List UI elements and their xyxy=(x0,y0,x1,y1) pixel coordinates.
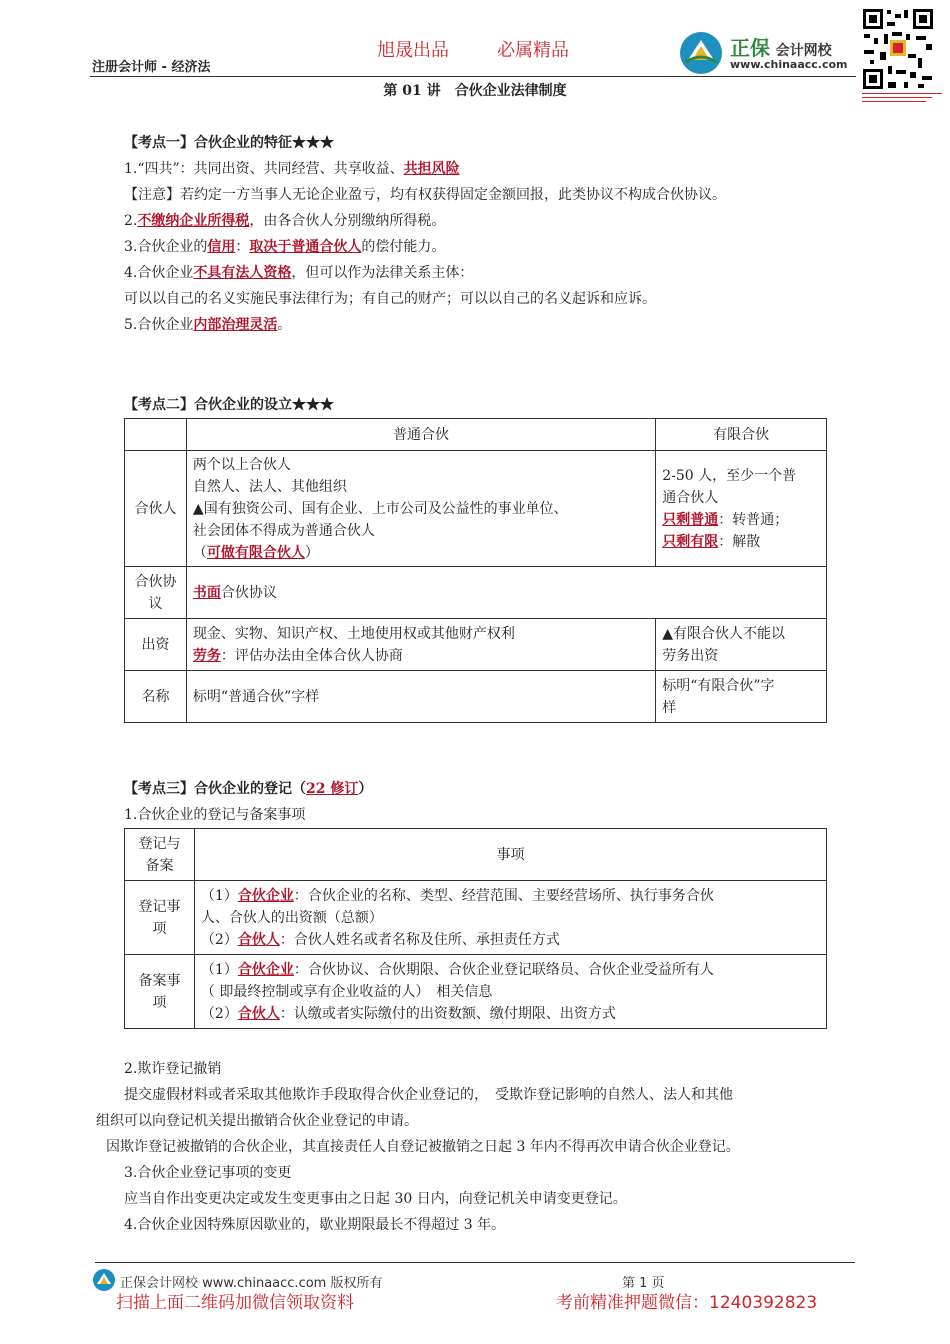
cell-line xyxy=(193,542,649,564)
cell-text: ：解散 xyxy=(718,533,761,550)
registration-items-cell xyxy=(194,881,826,955)
contribution-general-cell xyxy=(186,619,655,671)
row-label-registration xyxy=(125,881,195,955)
filing-items-cell xyxy=(194,955,826,1029)
cell-line xyxy=(201,959,820,981)
paren-open: （ xyxy=(192,544,207,561)
logo-url: www.chinaacc.com xyxy=(730,58,848,71)
cell-text: ：合伙协议、合伙期限、合伙企业登记联络员、合伙企业受益所有人 xyxy=(293,961,714,978)
label-line: 合伙协 xyxy=(134,573,177,590)
s3-para-2b: 组织可以向登记机关提出撤销合伙企业登记的申请。 xyxy=(96,1113,418,1129)
label-line: 登记与 xyxy=(138,835,181,852)
cell-highlight: 合伙人 xyxy=(237,1005,280,1022)
cell-highlight: 只剩普通 xyxy=(662,511,719,528)
footer-promo-right: 考前精准押题微信：1240392823 xyxy=(556,1293,818,1313)
cell-text: ：认缴或者实际缴付的出资数额、缴付期限、出资方式 xyxy=(279,1005,616,1022)
cell-text: ：合伙企业的名称、类型、经营范围、主要经营场所、执行事务合伙 xyxy=(293,887,714,904)
s3-para-3-title: 3.合伙企业登记事项的变更 xyxy=(124,1165,292,1181)
cell-highlight: 合伙企业 xyxy=(237,961,294,978)
registration-table xyxy=(124,828,827,1029)
header-limited: 有限合伙 xyxy=(656,419,827,451)
table-row xyxy=(125,955,827,1029)
footer-logo-icon xyxy=(92,1268,116,1292)
name-limited-cell xyxy=(656,671,827,723)
s1-l1-highlight: 共担风险 xyxy=(403,161,460,177)
row-label-agreement xyxy=(125,567,187,619)
s1-l5-highlight: 不具有法人资格 xyxy=(193,265,292,281)
s1-line-2 xyxy=(124,208,445,234)
s3-title-highlight: 22 修订 xyxy=(306,781,359,797)
table-header-row xyxy=(125,829,827,881)
paren-close: ） xyxy=(304,544,319,561)
header-general: 普通合伙 xyxy=(186,419,655,451)
cell-text: ：转普通； xyxy=(718,511,789,528)
s1-l4-tail: 的偿付能力。 xyxy=(361,239,446,255)
cell-line: 样 xyxy=(662,699,677,716)
s1-l3-num: 2. xyxy=(124,213,138,229)
footer-page-number: 第 1 页 xyxy=(622,1276,665,1291)
s1-l3-highlight: 不缴纳企业所得税 xyxy=(137,213,250,229)
table-row xyxy=(125,881,827,955)
cell-line: ▲有限合伙人不能以 xyxy=(662,625,785,642)
cell-line xyxy=(662,509,820,531)
s1-l7-text: 5.合伙企业 xyxy=(124,317,194,333)
cell-line: （ 即最终控制或享有企业收益的人） 相关信息 xyxy=(200,983,493,1000)
cell-highlight: 可做有限合伙人 xyxy=(206,544,305,561)
chinaacc-logo xyxy=(678,30,856,76)
cell-line: 人、合伙人的出资额（总额） xyxy=(200,909,383,926)
s1-line-4b: 可以以自己的名义实施民事法律行为；有自己的财产；可以以自己的名义起诉和应诉。 xyxy=(124,291,656,307)
cell-line xyxy=(201,929,820,951)
cell-highlight: 劳务 xyxy=(192,647,221,664)
row-label-partners: 合伙人 xyxy=(125,451,187,567)
cell-line: 两个以上合伙人 xyxy=(192,456,291,473)
s1-l3-text: ，由各合伙人分别缴纳所得税。 xyxy=(249,213,446,229)
cell-line: 劳务出资 xyxy=(662,647,719,664)
s1-l4-highlight-1: 信用 xyxy=(207,239,236,255)
cell-line xyxy=(201,885,820,907)
s3-title-close: ） xyxy=(358,781,373,797)
cell-line xyxy=(193,645,649,667)
cell-line: 标明“有限合伙”字 xyxy=(662,677,775,694)
cell-highlight: 合伙人 xyxy=(237,931,280,948)
s1-l1-text: 1.“四共”：共同出资、共同经营、共享收益、 xyxy=(124,161,404,177)
s1-line-4 xyxy=(124,260,473,286)
s3-para-2-title: 2.欺诈登记撤销 xyxy=(124,1061,222,1077)
header-reg-filing xyxy=(125,829,195,881)
logo-emblem-icon xyxy=(678,30,724,76)
s3-para-2a: 提交虚假材料或者采取其他欺诈手段取得合伙企业登记的， 受欺诈登记影响的自然人、法人和其他 xyxy=(124,1087,733,1103)
label-line: 项 xyxy=(152,920,167,937)
logo-sub-text: 会计网校 xyxy=(775,43,832,59)
table-row xyxy=(125,567,827,619)
cell-text: ：合伙人姓名或者名称及住所、承担责任方式 xyxy=(279,931,560,948)
partners-limited-cell xyxy=(656,451,827,567)
table-row xyxy=(125,671,827,723)
s1-l4-text: 3.合伙企业的 xyxy=(124,239,208,255)
s1-line-1 xyxy=(124,156,460,182)
label-line: 登记事 xyxy=(138,898,181,915)
establishment-table xyxy=(124,418,827,723)
cell-text: ：评估办法由全体合伙人协商 xyxy=(220,647,403,664)
label-line: 议 xyxy=(148,595,163,612)
cell-line: 社会团体不得成为普通合伙人 xyxy=(192,522,375,539)
section-2-title: 【考点二】合伙企业的设立★★★ xyxy=(124,397,334,413)
header-empty-cell xyxy=(125,419,187,451)
s1-line-note: 【注意】若约定一方当事人无论企业盈亏，均有权获得固定金额回报，此类协议不构成合伙协议。 xyxy=(124,187,726,203)
name-general-cell: 标明“普通合伙”字样 xyxy=(186,671,655,723)
label-line: 项 xyxy=(152,994,167,1011)
footer-copyright: 正保会计网校 www.chinaacc.com 版权所有 xyxy=(120,1276,383,1291)
footer-divider xyxy=(95,1262,855,1263)
item-num: （2） xyxy=(200,1005,238,1022)
s3-para-2c: 因欺诈登记被撤销的合伙企业，其直接责任人自登记被撤销之日起 3 年内不得再次申请合伙企业登记。 xyxy=(106,1139,740,1155)
row-label-filing xyxy=(125,955,195,1029)
agreement-cell xyxy=(186,567,826,619)
table-row xyxy=(125,451,827,567)
cell-highlight: 只剩有限 xyxy=(662,533,719,550)
section-3-title xyxy=(124,776,372,802)
cell-line: 自然人、法人、其他组织 xyxy=(192,478,347,495)
item-num: （1） xyxy=(200,961,238,978)
label-line: 备案 xyxy=(145,857,174,874)
section-1-title: 【考点一】合伙企业的特征★★★ xyxy=(124,135,334,151)
s1-l5-text: 4.合伙企业 xyxy=(124,265,194,281)
table-row xyxy=(125,619,827,671)
s3-para-3a: 应当自作出变更决定或发生变更事由之日起 30 日内，向登记机关申请变更登记。 xyxy=(124,1191,627,1207)
s1-line-5 xyxy=(124,312,291,338)
cell-line: 通合伙人 xyxy=(662,489,719,506)
item-num: （1） xyxy=(200,887,238,904)
s1-l4-highlight-2: 取决于普通合伙人 xyxy=(249,239,362,255)
contribution-limited-cell xyxy=(656,619,827,671)
cell-line: 2-50 人，至少一个普 xyxy=(662,467,797,484)
header-items: 事项 xyxy=(194,829,826,881)
lecture-title: 第 01 讲 合伙企业法律制度 xyxy=(383,83,567,99)
slogan-right: 必属精品 xyxy=(497,40,569,61)
logo-main-text: 正保 xyxy=(730,36,770,60)
cell-line: ▲国有独资公司、国有企业、上市公司及公益性的事业单位、 xyxy=(192,500,568,517)
item-num: （2） xyxy=(200,931,238,948)
footer-promo-left: 扫描上面二维码加微信领取资料 xyxy=(116,1293,354,1313)
s1-line-3 xyxy=(124,234,445,260)
s1-l7-highlight: 内部治理灵活 xyxy=(193,317,278,333)
partners-general-cell xyxy=(186,451,655,567)
s3-para-4: 4.合伙企业因特殊原因歇业的，歇业期限最长不得超过 3 年。 xyxy=(124,1217,506,1233)
s3-title-text: 【考点三】合伙企业的登记（ xyxy=(124,781,306,797)
s1-l7-tail: 。 xyxy=(277,317,292,333)
cell-line: 现金、实物、知识产权、土地使用权或其他财产权利 xyxy=(192,625,515,642)
row-label-name: 名称 xyxy=(125,671,187,723)
cell-highlight: 书面 xyxy=(192,584,221,601)
label-line: 备案事 xyxy=(138,972,181,989)
slogan-left: 旭晟出品 xyxy=(377,40,449,61)
cell-line xyxy=(201,1003,820,1025)
cell-line xyxy=(662,531,820,553)
row-label-contribution: 出资 xyxy=(125,619,187,671)
cell-highlight: 合伙企业 xyxy=(237,887,294,904)
header-divider xyxy=(90,76,856,77)
s1-l4-colon: ： xyxy=(235,239,250,255)
cell-text: 合伙协议 xyxy=(220,584,277,601)
course-name: 注册会计师 - 经济法 xyxy=(92,60,211,75)
table-header-row xyxy=(125,419,827,451)
s3-sub-1: 1.合伙企业的登记与备案事项 xyxy=(124,807,306,823)
s1-l5-tail: ，但可以作为法律关系主体： xyxy=(291,265,474,281)
